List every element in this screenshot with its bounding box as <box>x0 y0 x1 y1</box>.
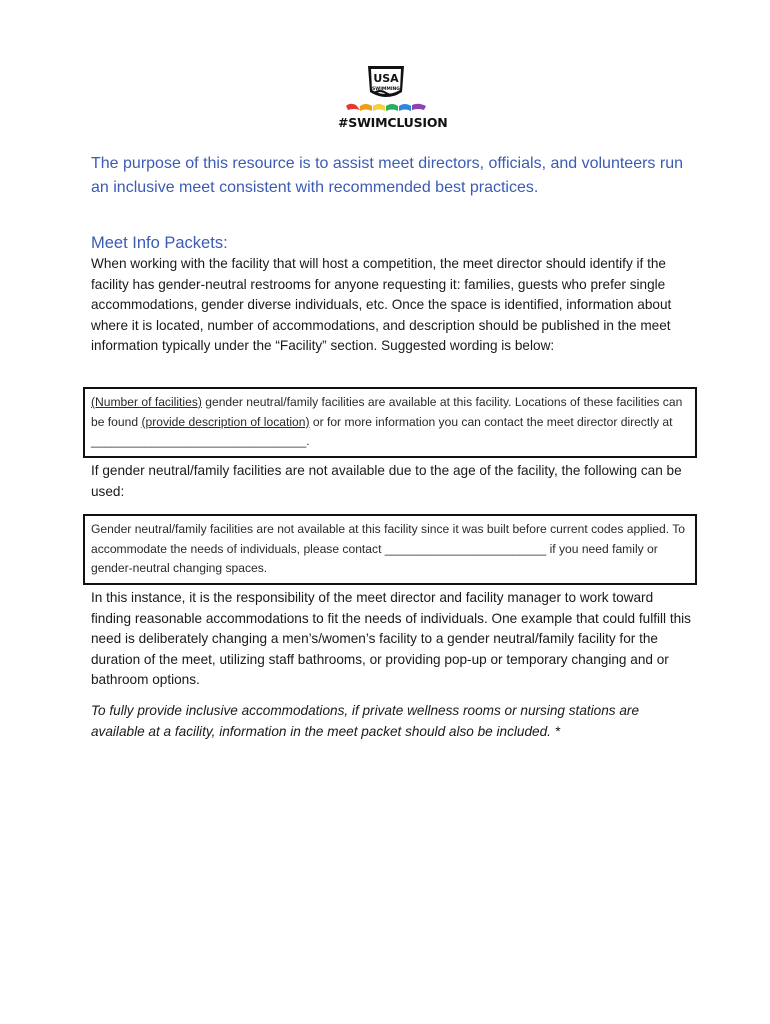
purpose-statement: The purpose of this resource is to assist meet directors, officials, and volunteers run an inclusive meet consistent with recommended best practices. <box>91 155 683 196</box>
section-heading-meet-info-packets: Meet Info Packets: <box>91 234 228 252</box>
paragraph-responsibility: In this instance, it is the responsibility of the meet director and facility manager to work toward finding reasonable accommodations to fit the needs of individuals. One example that could fulfill this need is deliberately changing a men’s/women’s facility to a gender neutral/family facility for the duration of the meet, utilizing staff bathrooms, or providing pop-up or temporary changing and or bathroom options. <box>91 590 691 688</box>
suggested-wording-text-a: gender neutral/family facilities are available at this facility. Locations of these facilities can be found <box>91 395 683 429</box>
suggested-wording-box <box>83 387 697 458</box>
paragraph-no-facilities: If gender neutral/family facilities are not available due to the age of the facility, the following can be used: <box>91 463 682 499</box>
paragraph-facility-identification: When working with the facility that will host a competition, the meet director should identify if the facility has gender-neutral restrooms for anyone requesting it: families, guests who prefer single accommodations, gender diverse individuals, etc. Once the space is identified, information about where it is located, number of accommodations, and description should be published in the meet information typically under the “Facility” section. Suggested wording is below: <box>91 256 672 354</box>
svg-text:SWIMMING: SWIMMING <box>372 87 400 92</box>
swimclusion-logo <box>338 62 448 134</box>
alternate-wording-box: Gender neutral/family facilities are not available at this facility since it was built before current codes applied. To accommodate the needs of individuals, please contact ________________________ if you need family or gender-neutral changing spaces. <box>83 514 697 585</box>
svg-text:USA: USA <box>373 72 399 85</box>
paragraph-wellness-rooms-note: To fully provide inclusive accommodations, if private wellness rooms or nursing stations are available at a facility, information in the meet packet should also be included. * <box>91 703 640 739</box>
usa-swimming-logo-icon <box>338 62 434 114</box>
swimclusion-hashtag: #SWIMCLUSION <box>338 115 448 130</box>
suggested-wording-text-b: or for more information you can contact the meet director directly at ________________________________. <box>91 414 673 449</box>
number-of-facilities-placeholder: (Number of facilities) <box>91 395 202 409</box>
location-description-placeholder: (provide description of location) <box>141 414 310 429</box>
